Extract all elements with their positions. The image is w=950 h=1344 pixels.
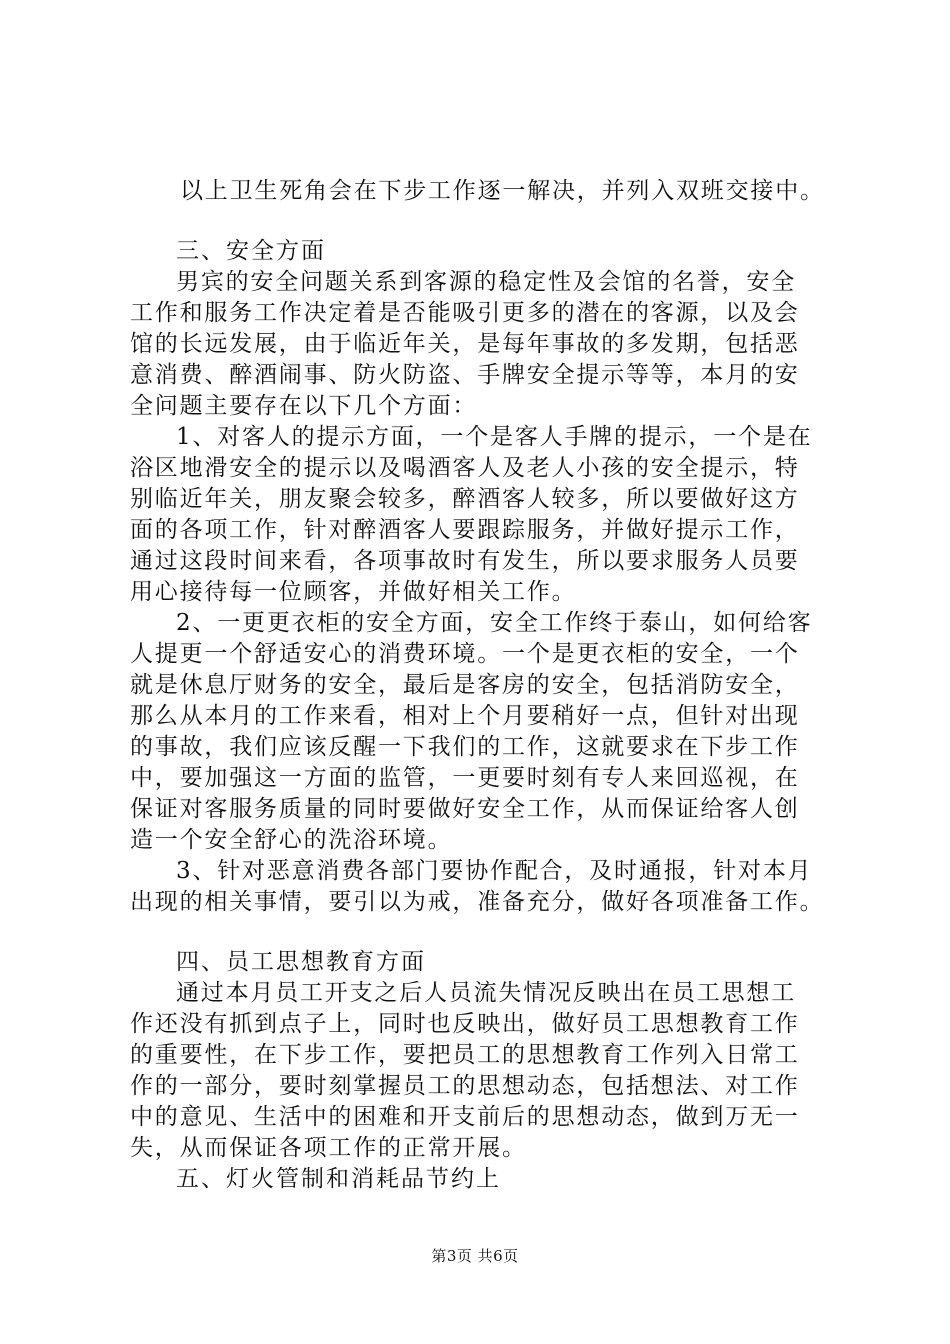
list-item-line: 的事故，我们应该反醒一下我们的工作，这就要求在下步工作 [130, 734, 800, 760]
list-item-line: 就是休息厅财务的安全，最后是客房的安全，包括消防安全， [130, 672, 800, 698]
paragraph-line: 的重要性，在下步工作，要把员工的思想教育工作列入日常工 [130, 1042, 800, 1068]
list-item-line: 2、一更更衣柜的安全方面，安全工作终于泰山，如何给客 [176, 610, 813, 636]
paragraph-line: 作还没有抓到点子上，同时也反映出，做好员工思想教育工作 [130, 1011, 800, 1037]
section-heading-safety: 三、安全方面 [176, 238, 326, 264]
list-item-line: 别临近年关，朋友聚会较多，醉酒客人较多，所以要做好这方 [130, 486, 800, 512]
list-item-line: 1、对客人的提示方面，一个是客人手牌的提示，一个是在 [176, 424, 813, 450]
paragraph-line: 馆的长远发展，由于临近年关，是每年事故的多发期，包括恶 [130, 331, 800, 357]
list-item-line: 那么从本月的工作来看，相对上个月要稍好一点，但针对出现 [130, 703, 800, 729]
list-item-line: 面的各项工作，针对醉酒客人要跟踪服务，并做好提示工作， [130, 517, 800, 543]
list-item-line: 人提更一个舒适安心的消费环境。一个是更衣柜的安全，一个 [130, 641, 800, 667]
paragraph-line: 失，从而保证各项工作的正常开展。 [130, 1135, 527, 1161]
paragraph-line: 以上卫生死角会在下步工作逐一解决，并列入双班交接中。 [180, 178, 825, 204]
list-item-line: 造一个安全舒心的洗浴环境。 [130, 827, 453, 853]
paragraph-line: 男宾的安全问题关系到客源的稳定性及会馆的名誉，安全 [176, 269, 796, 295]
list-item-line: 中，要加强这一方面的监管，一更要时刻有专人来回巡视，在 [130, 765, 800, 791]
list-item-line: 3、针对恶意消费各部门要协作配合，及时通报，针对本月 [176, 858, 813, 884]
list-item-line: 用心接待每一位顾客，并做好相关工作。 [130, 579, 577, 605]
list-item-line: 浴区地滑安全的提示以及喝酒客人及老人小孩的安全提示，特 [130, 455, 800, 481]
paragraph-line: 全问题主要存在以下几个方面： [130, 393, 478, 419]
list-item-line: 保证对客服务质量的同时要做好安全工作，从而保证给客人创 [130, 796, 800, 822]
paragraph-line: 作的一部分，要时刻掌握员工的思想动态，包括想法、对工作 [130, 1073, 800, 1099]
paragraph-line: 中的意见、生活中的困难和开支前后的思想动态，做到万无一 [130, 1104, 800, 1130]
page-number-footer: 第3页 共6页 [431, 1247, 519, 1265]
list-item-line: 通过这段时间来看，各项事故时有发生，所以要求服务人员要 [130, 548, 800, 574]
section-heading-staff-education: 四、员工思想教育方面 [176, 949, 426, 975]
section-heading-lighting: 五、灯火管制和消耗品节约上 [176, 1166, 501, 1192]
paragraph-line: 通过本月员工开支之后人员流失情况反映出在员工思想工 [176, 980, 796, 1006]
paragraph-line: 工作和服务工作决定着是否能吸引更多的潜在的客源，以及会 [130, 300, 800, 326]
list-item-line: 出现的相关事情，要引以为戒，准备充分，做好各项准备工作。 [130, 889, 825, 915]
paragraph-line: 意消费、醉酒闹事、防火防盗、手牌安全提示等等，本月的安 [130, 362, 800, 388]
